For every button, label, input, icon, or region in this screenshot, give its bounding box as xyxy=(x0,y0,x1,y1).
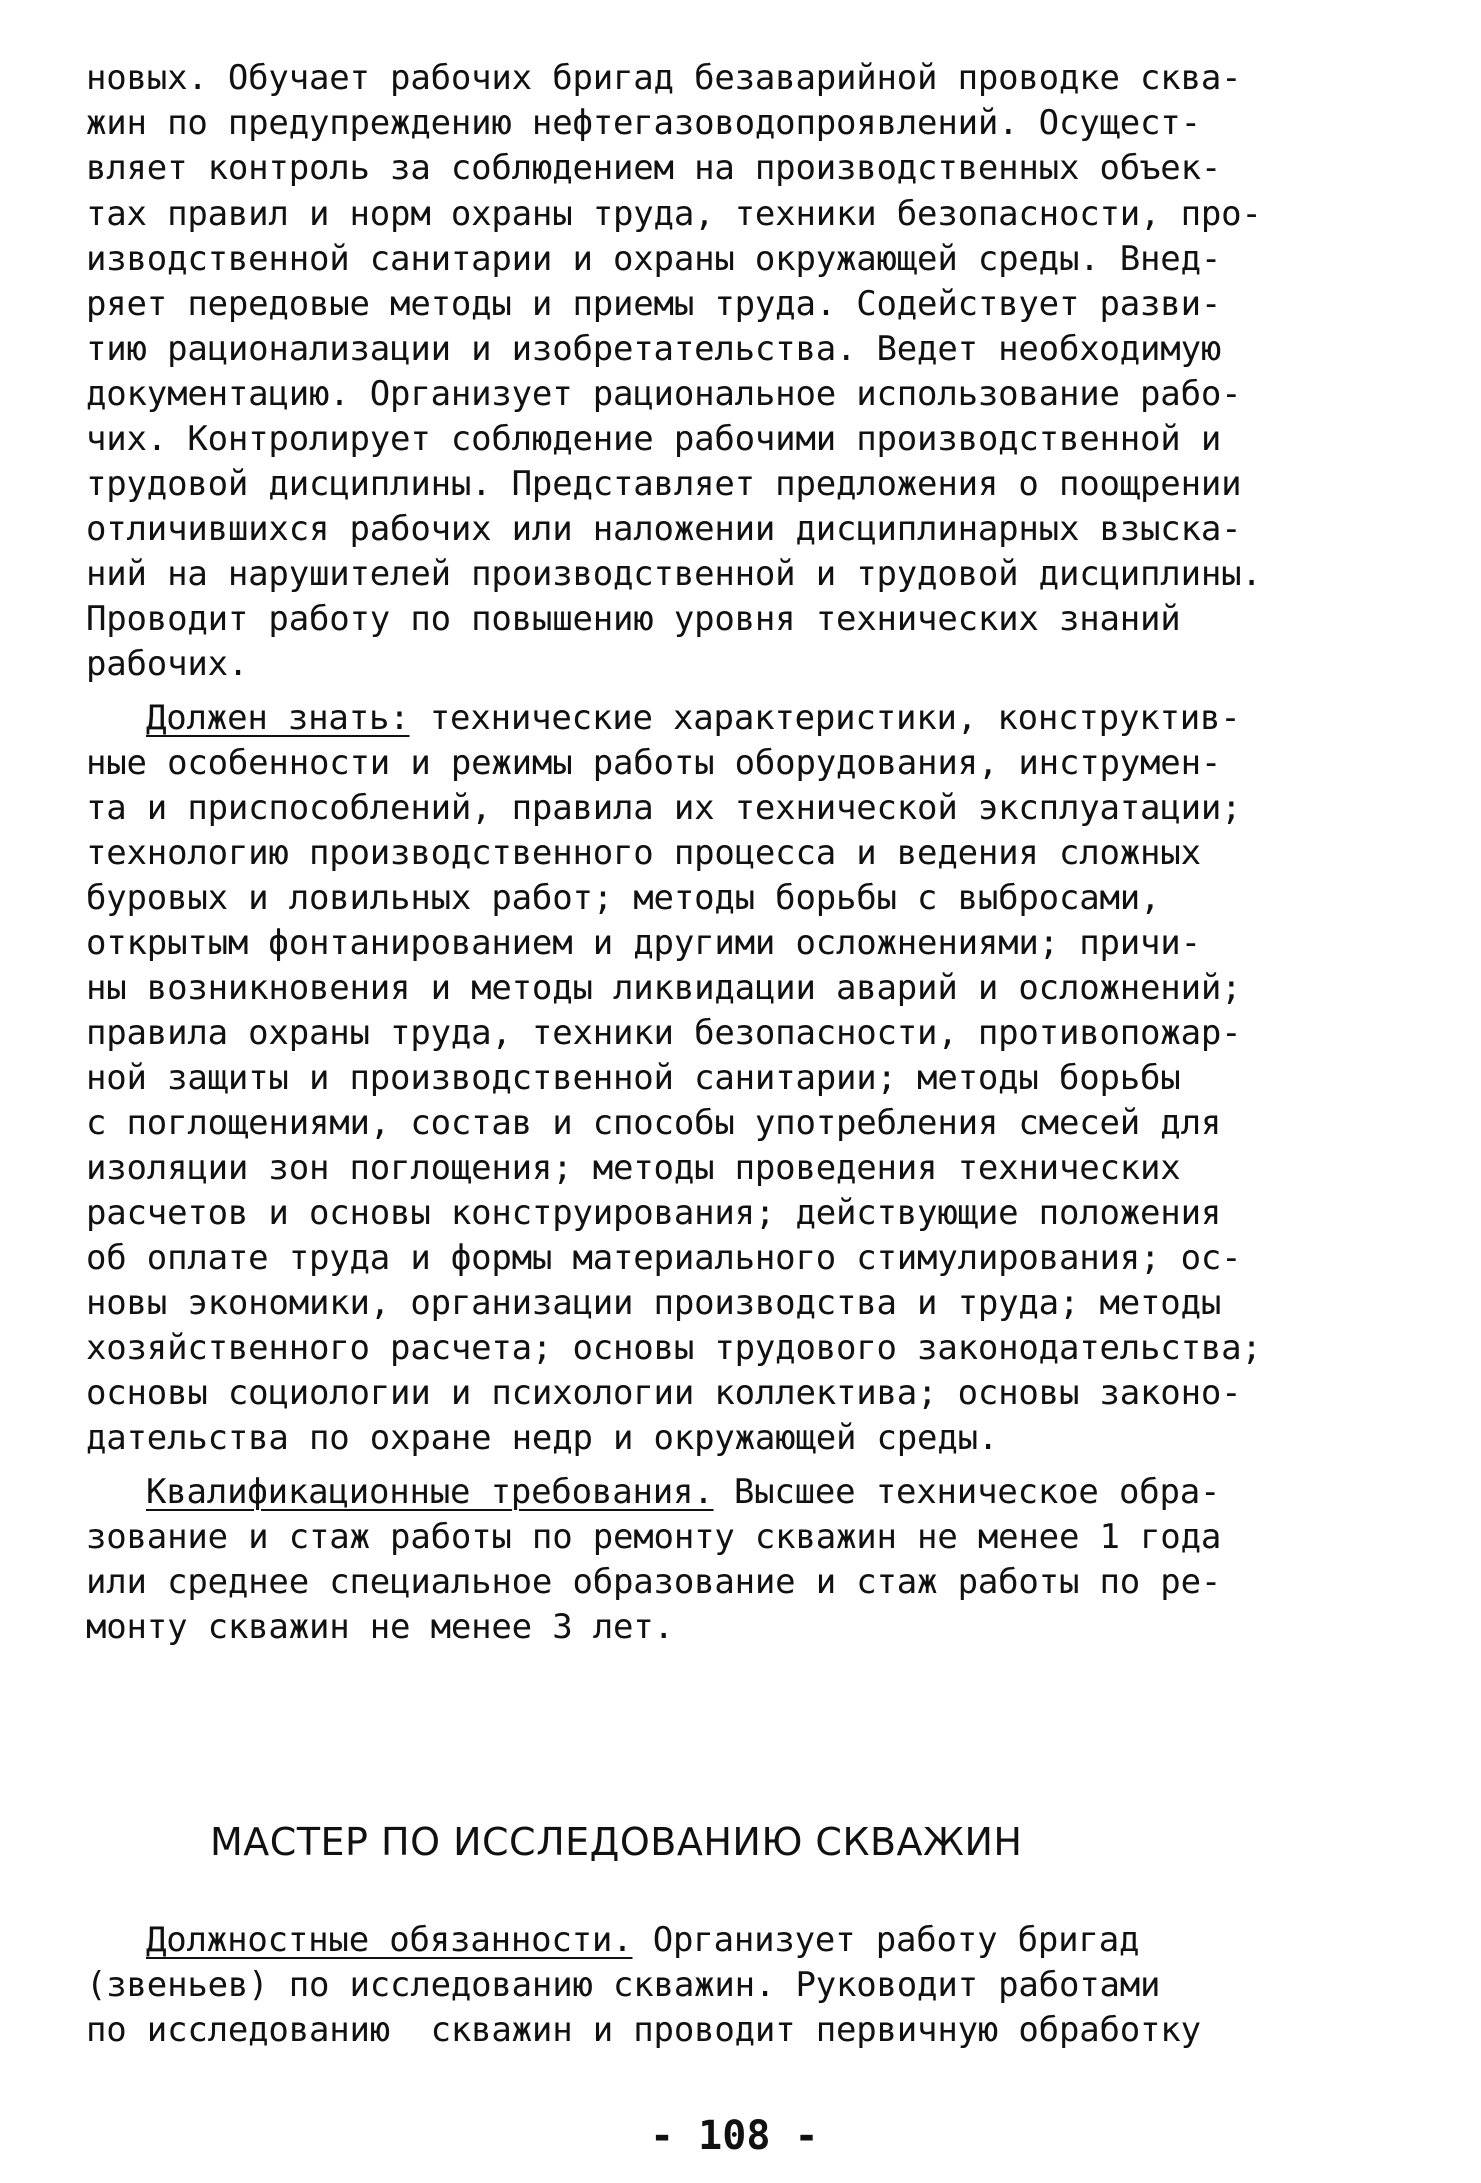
text-line: ряет передовые методы и приемы труда. Содействует разви- xyxy=(86,284,1222,324)
duties-label: Должностные обязанности. xyxy=(146,1920,633,1960)
text-line: с поглощениями, состав и способы употребления смесей для xyxy=(86,1103,1222,1143)
qualification-text: Высшее техническое обра- xyxy=(713,1472,1221,1512)
text-line: об оплате труда и формы материального стимулирования; ос- xyxy=(86,1238,1242,1278)
text-line: изоляции зон поглощения; методы проведения технических xyxy=(86,1148,1181,1188)
text-line: ны возникновения и методы ликвидации аварий и осложнений; xyxy=(86,968,1242,1008)
must-know-label: Должен знать: xyxy=(146,698,410,738)
text-line: Проводит работу по повышению уровня технических знаний xyxy=(86,599,1181,639)
text-line: тах правил и норм охраны труда, техники безопасности, про- xyxy=(86,194,1262,234)
text-line: зование и стаж работы по ремонту скважин не менее 1 года xyxy=(86,1517,1222,1557)
text-line: жин по предупреждению нефтегазоводопроявлений. Осущест- xyxy=(86,103,1201,143)
text-line: трудовой дисциплины. Представляет предложения о поощрении xyxy=(86,464,1242,504)
text-line: расчетов и основы конструирования; действующие положения xyxy=(86,1193,1222,1233)
page-number: - 108 - xyxy=(650,2113,819,2159)
text-line: изводственной санитарии и охраны окружающей среды. Внед- xyxy=(86,239,1222,279)
must-know-line xyxy=(146,696,1241,740)
text-line: вляет контроль за соблюдением на производственных объек- xyxy=(86,148,1222,188)
section-heading: МАСТЕР ПО ИССЛЕДОВАНИЮ СКВАЖИН xyxy=(210,1820,1023,1864)
must-know-text: технические характеристики, конструктив- xyxy=(409,698,1241,738)
text-line: чих. Контролирует соблюдение рабочими производственной и xyxy=(86,419,1222,459)
text-line: правила охраны труда, техники безопасности, противопожар- xyxy=(86,1013,1242,1053)
qualification-line xyxy=(146,1470,1220,1514)
text-line: основы социологии и психологии коллектива; основы законо- xyxy=(86,1373,1242,1413)
text-line: монту скважин не менее 3 лет. xyxy=(86,1607,674,1647)
text-line: по исследованию скважин и проводит первичную обработку xyxy=(86,2010,1201,2050)
text-line: технологию производственного процесса и ведения сложных xyxy=(86,833,1201,873)
text-line: ний на нарушителей производственной и трудовой дисциплины. xyxy=(86,554,1262,594)
text-line: (звеньев) по исследованию скважин. Руководит работами xyxy=(86,1965,1161,2005)
qualification-label: Квалификационные требования. xyxy=(146,1472,714,1512)
text-line: тию рационализации и изобретательства. Ведет необходимую xyxy=(86,329,1222,369)
text-line: открытым фонтанированием и другими осложнениями; причи- xyxy=(86,923,1201,963)
duties-line xyxy=(146,1918,1139,1962)
text-line: документацию. Организует рациональное использование рабо- xyxy=(86,374,1242,414)
text-line: буровых и ловильных работ; методы борьбы с выбросами, xyxy=(86,878,1161,918)
text-line: ные особенности и режимы работы оборудования, инструмен- xyxy=(86,743,1222,783)
text-line: новы экономики, организации производства и труда; методы xyxy=(86,1283,1222,1323)
text-line: отличившихся рабочих или наложении дисциплинарных взыска- xyxy=(86,509,1242,549)
text-line: новых. Обучает рабочих бригад безаварийной проводке сква- xyxy=(86,58,1242,98)
text-line: та и приспособлений, правила их технической эксплуатации; xyxy=(86,788,1242,828)
text-line: ной защиты и производственной санитарии; методы борьбы xyxy=(86,1058,1181,1098)
text-line: дательства по охране недр и окружающей среды. xyxy=(86,1418,999,1458)
text-line: или среднее специальное образование и стаж работы по ре- xyxy=(86,1562,1222,1602)
text-line: рабочих. xyxy=(86,644,249,684)
duties-text: Организует работу бригад xyxy=(632,1920,1140,1960)
text-line: хозяйственного расчета; основы трудового законодательства; xyxy=(86,1328,1262,1368)
